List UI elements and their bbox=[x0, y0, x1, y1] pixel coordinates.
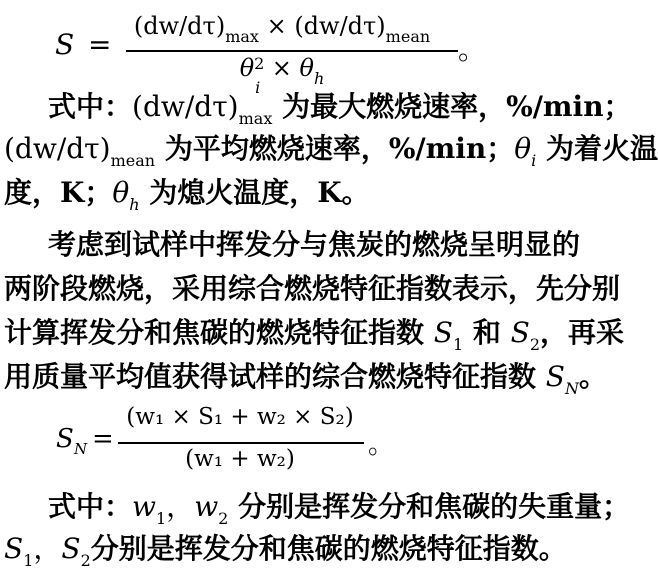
den-theta-i: θ bbox=[239, 54, 255, 82]
formula-lhs: S bbox=[55, 28, 75, 61]
para3-line1 bbox=[48, 490, 630, 528]
num-times: × bbox=[266, 12, 287, 40]
formula-denominator bbox=[122, 54, 442, 97]
para3-s2: S bbox=[61, 532, 81, 565]
fraction-bar bbox=[126, 50, 458, 52]
formula-equals: = bbox=[88, 28, 112, 61]
para3-label: 式中： bbox=[48, 490, 133, 523]
formula2-period: 。 bbox=[368, 430, 395, 460]
formula2-lhs-sub: N bbox=[74, 440, 88, 458]
para2-line3 bbox=[4, 316, 624, 354]
para3-s1-sub: 1 bbox=[23, 551, 34, 570]
formula2-equals: = bbox=[92, 424, 114, 454]
den-sup-2: 2 bbox=[254, 54, 265, 73]
para2-text4: 用质量平均值获得试样的综合燃烧特征指数 bbox=[4, 360, 546, 393]
para1-text4: 度，K； bbox=[4, 176, 113, 209]
para2-line2: 两阶段燃烧，采用综合燃烧特征指数表示，先分别 bbox=[4, 272, 621, 305]
den-sub-h: h bbox=[313, 69, 325, 88]
den-sub-i: i bbox=[255, 78, 261, 97]
para3-w1-sub: 1 bbox=[155, 509, 167, 528]
para1-line3 bbox=[4, 176, 370, 214]
formula-numerator bbox=[122, 12, 442, 46]
para2-s2-sub: 2 bbox=[529, 335, 540, 354]
num-sub-mean: mean bbox=[385, 27, 431, 46]
formula2-fraction-bar bbox=[118, 442, 364, 444]
para1-theta-i: θ bbox=[514, 132, 532, 165]
para3-s1: S bbox=[4, 532, 24, 565]
formula2-lhs: S bbox=[56, 424, 74, 454]
den-theta-h: θ bbox=[299, 54, 314, 82]
para1-theta-i-sub: i bbox=[531, 151, 537, 170]
para2-line1: 考虑到试样中挥发分与焦炭的燃烧呈明显的 bbox=[48, 228, 581, 261]
para3-s2-sub: 2 bbox=[80, 551, 91, 570]
para2-sn-sub: N bbox=[564, 379, 579, 398]
num-rate-mean: (dw/dτ) bbox=[294, 12, 386, 40]
para1-sub-max: max bbox=[238, 109, 273, 128]
formula2-numerator: (w₁ × S₁ + w₂ × S₂) bbox=[126, 404, 354, 430]
para3-text1: 分别是挥发分和焦碳的失重量； bbox=[228, 490, 631, 523]
para3-text2: 分别是挥发分和焦碳的燃烧特征指数。 bbox=[90, 532, 567, 565]
para2-s2: S bbox=[510, 316, 530, 349]
para2-text5: 。 bbox=[578, 360, 607, 393]
formula2-denominator: (w₁ + w₂) bbox=[185, 446, 295, 472]
para3-line2 bbox=[4, 532, 567, 570]
para1-expr-mean: (dw/dτ) bbox=[4, 132, 111, 165]
formula-composite-index bbox=[56, 400, 396, 480]
para2-s1: S bbox=[433, 316, 453, 349]
num-sub-max: max bbox=[225, 27, 259, 46]
para1-label: 式中： bbox=[48, 90, 133, 123]
para2-s1-sub: 1 bbox=[452, 335, 464, 354]
para3-comma2: ， bbox=[33, 532, 62, 565]
para1-theta-h-sub: h bbox=[129, 195, 140, 214]
formula-period: 。 bbox=[458, 33, 487, 66]
para3-w2: w bbox=[194, 490, 219, 523]
para2-text2: 和 bbox=[463, 316, 511, 349]
para1-text5: 为熄火温度，K。 bbox=[139, 176, 370, 209]
para3-w1: w bbox=[132, 490, 156, 523]
para1-sub-mean: mean bbox=[110, 151, 156, 170]
para1-text1: 为最大燃烧速率，%/min； bbox=[272, 90, 632, 123]
den-times: × bbox=[271, 54, 292, 82]
para1-expr-max: (dw/dτ) bbox=[132, 90, 239, 123]
para3-w2-sub: 2 bbox=[218, 509, 229, 528]
para3-comma1: ， bbox=[166, 490, 195, 523]
para2-line4 bbox=[4, 360, 607, 398]
para2-sn: S bbox=[545, 360, 565, 393]
num-rate-max: (dw/dτ) bbox=[133, 12, 226, 40]
para1-line2 bbox=[4, 132, 658, 170]
para2-text3: ，再采 bbox=[540, 316, 625, 349]
para1-theta-h: θ bbox=[112, 176, 130, 209]
para1-line1 bbox=[48, 90, 632, 128]
para1-text2: 为平均燃烧速率，%/min； bbox=[155, 132, 515, 165]
para1-text3: 为着火温 bbox=[536, 132, 658, 165]
formula-combustion-index bbox=[50, 12, 487, 97]
para2-text1: 计算挥发分和焦碳的燃烧特征指数 bbox=[4, 316, 434, 349]
